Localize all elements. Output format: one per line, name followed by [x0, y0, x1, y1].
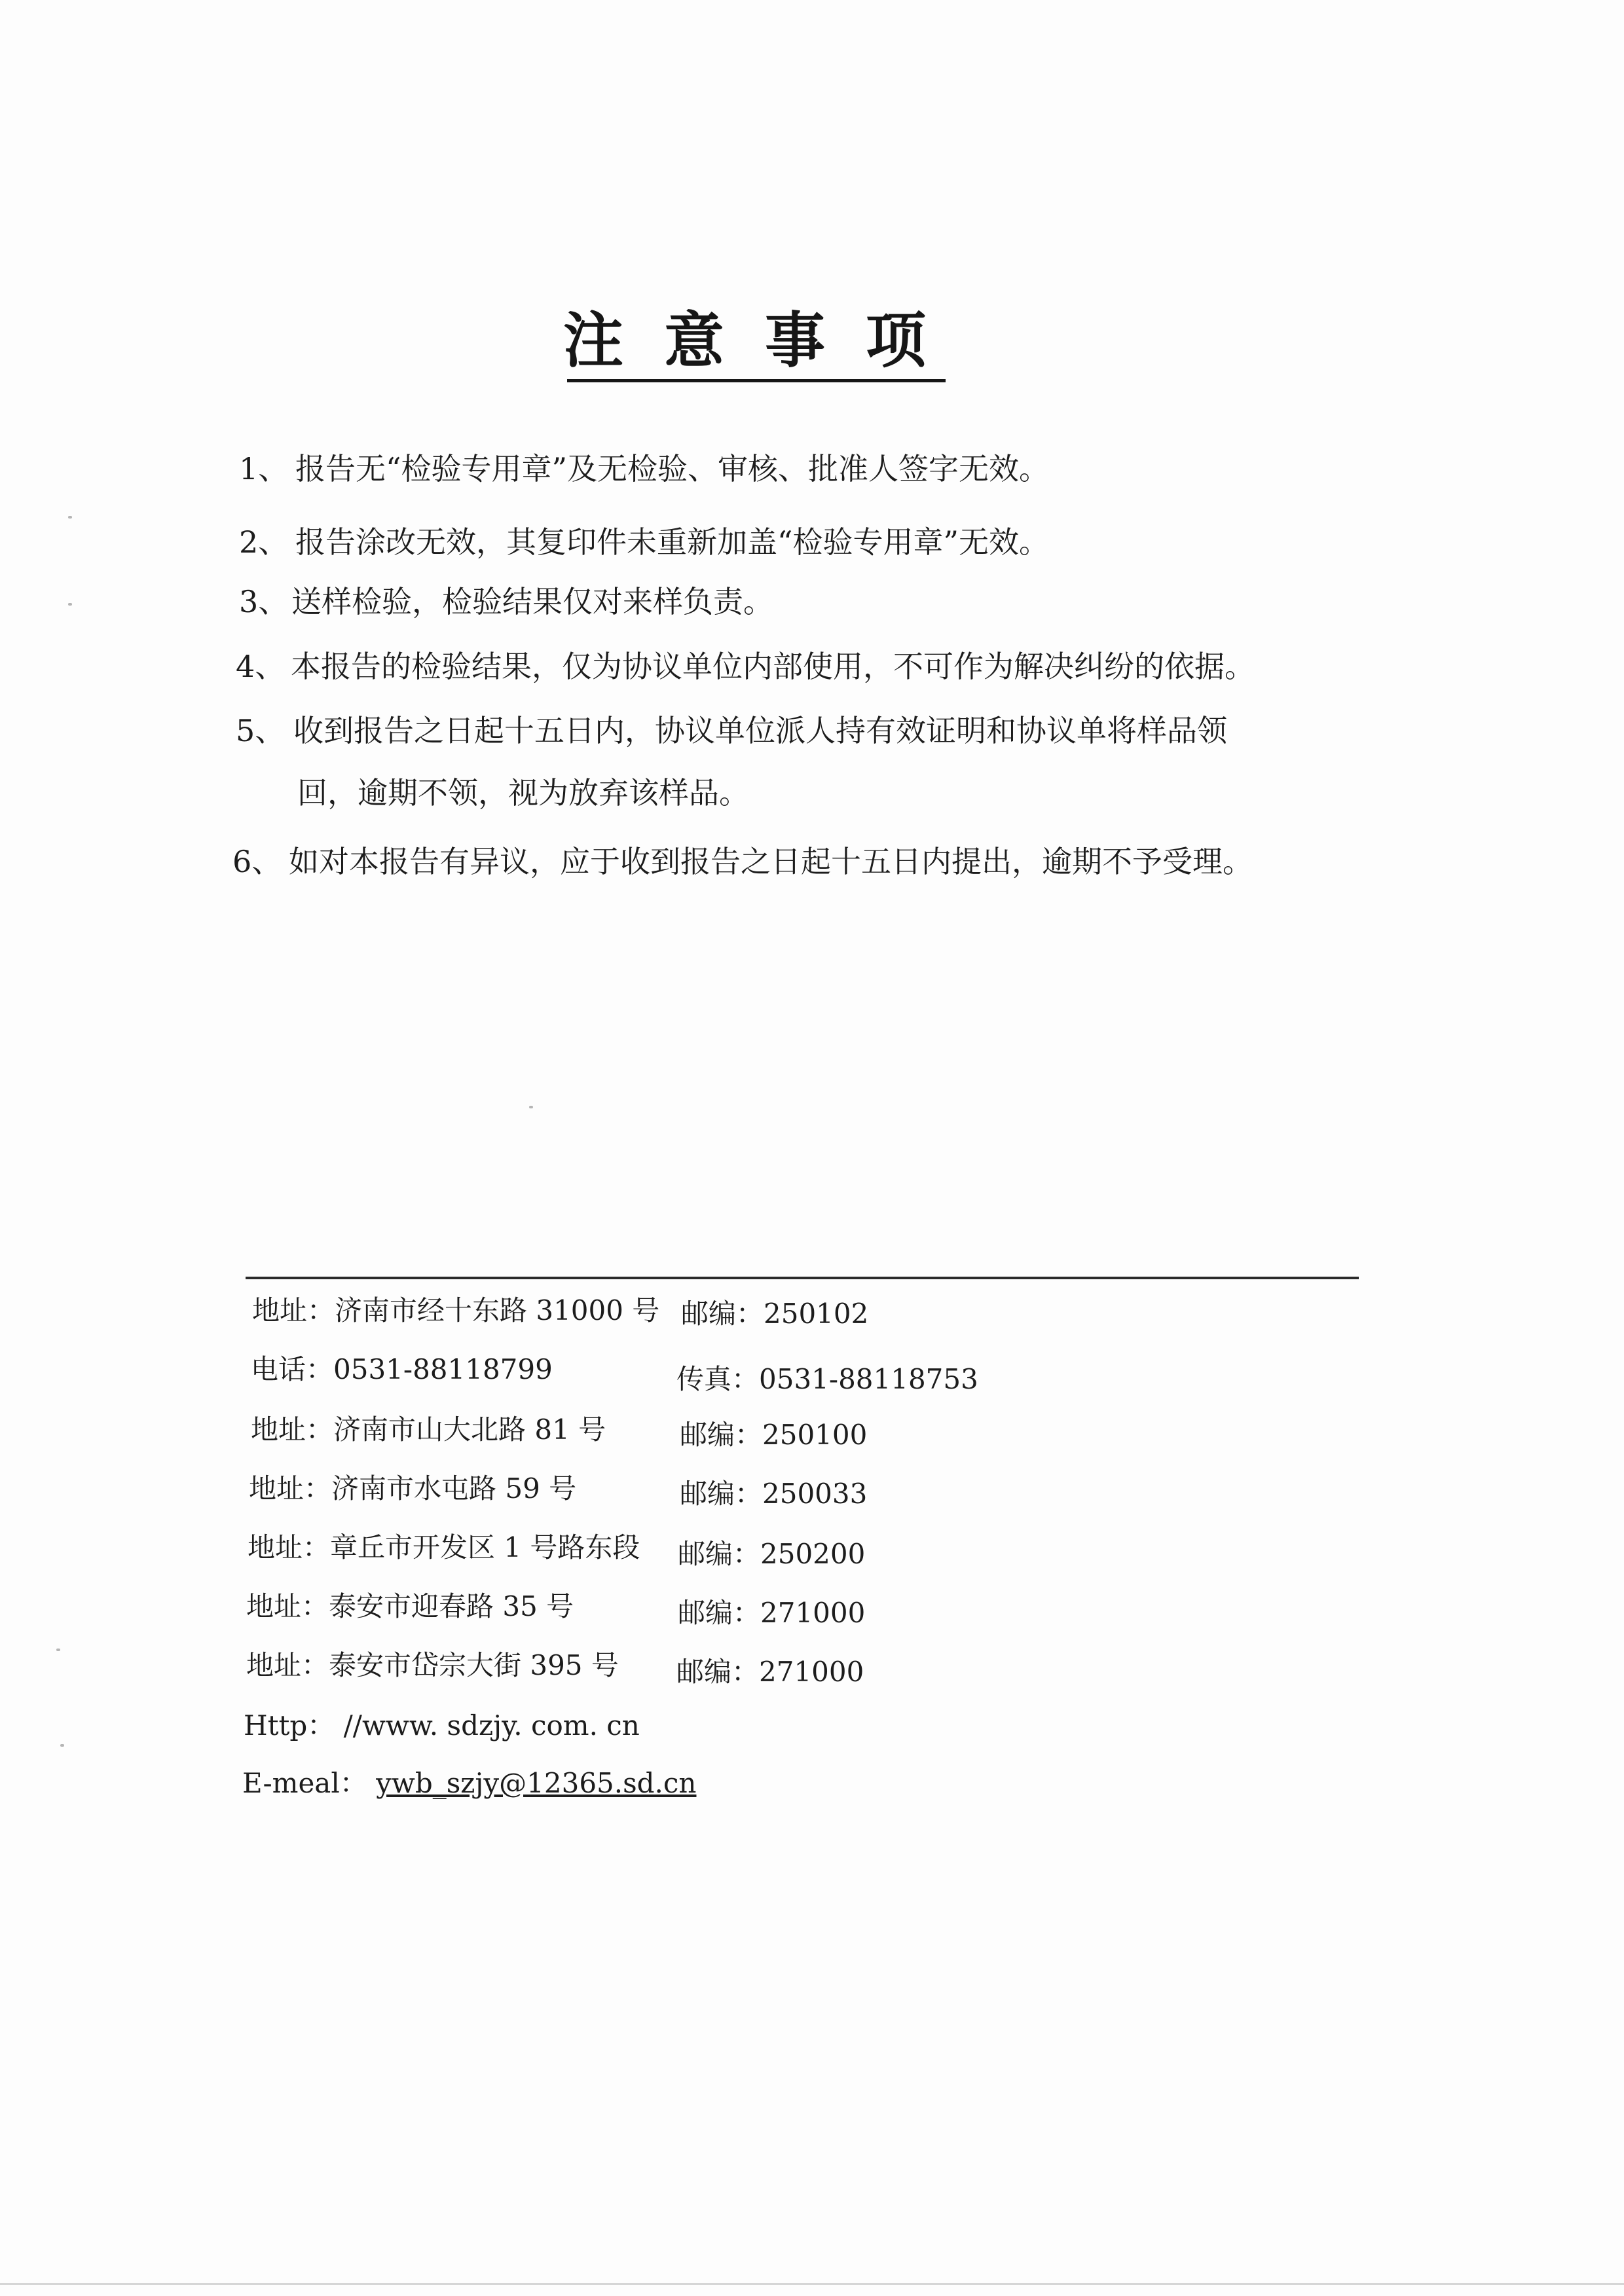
contact-address-1: 地址：济南市经十东路 31000 号 — [252, 1294, 660, 1326]
contact-postcode-6: 邮编：271000 — [676, 1656, 864, 1688]
contact-postcode-1: 邮编：250102 — [681, 1298, 869, 1330]
notice-text: 本报告的检验结果，仅为协议单位内部使用，不可作为解决纠纷的依据。 — [291, 649, 1255, 684]
notice-number: 3、 — [239, 584, 289, 619]
scan-bottom-edge — [0, 2283, 1624, 2285]
contact-divider — [246, 1277, 1359, 1279]
contact-fax: 传真：0531-88118753 — [676, 1363, 978, 1395]
notice-number: 4、 — [236, 649, 286, 684]
contact-address-2: 地址：济南市山大北路 81 号 — [251, 1413, 606, 1446]
notice-text: 报告无“检验专用章”及无检验、审核、批准人签字无效。 — [295, 451, 1050, 486]
contact-address-5: 地址：泰安市迎春路 35 号 — [246, 1590, 574, 1622]
contact-postcode-5: 邮编：271000 — [678, 1597, 866, 1629]
contact-address-4: 地址：章丘市开发区 1 号路东段 — [248, 1531, 640, 1563]
contact-postcode-2: 邮编：250100 — [680, 1419, 868, 1451]
page-title: 注意事项 — [563, 305, 967, 376]
notice-text: 送样检验，检验结果仅对来样负责。 — [291, 584, 773, 619]
notice-number: 2、 — [239, 524, 289, 560]
scan-speck — [529, 1106, 533, 1108]
contact-address-6: 地址：泰安市岱宗大街 395 号 — [246, 1649, 619, 1681]
scan-speck — [60, 1744, 64, 1747]
website-row — [244, 1710, 640, 1741]
notice-number: 6、 — [232, 844, 282, 879]
notice-text: 收到报告之日起十五日内，协议单位派人持有效证明和协议单将样品领 — [293, 713, 1227, 748]
website-link[interactable]: //www. sdzjy. com. cn — [343, 1709, 640, 1741]
scan-speck — [68, 516, 72, 519]
email-label: E-meal： — [242, 1767, 367, 1799]
contact-postcode-3: 邮编：250033 — [680, 1478, 868, 1510]
scan-speck — [68, 603, 72, 606]
email-row — [242, 1768, 696, 1799]
scan-speck — [56, 1649, 60, 1651]
notice-number: 1、 — [239, 451, 289, 486]
contact-phone: 电话：0531-88118799 — [251, 1353, 553, 1385]
email-link[interactable]: ywb_szjy@12365.sd.cn — [376, 1767, 697, 1799]
notice-text-continuation: 回，逾期不领，视为放弃该样品。 — [297, 775, 749, 811]
title-underline — [567, 379, 946, 382]
notice-text: 如对本报告有异议，应于收到报告之日起十五日内提出，逾期不予受理。 — [289, 844, 1253, 879]
contact-address-3: 地址：济南市水屯路 59 号 — [249, 1472, 577, 1504]
notice-number: 5、 — [236, 713, 286, 748]
notice-text: 报告涂改无效，其复印件未重新加盖“检验专用章”无效。 — [295, 524, 1050, 560]
website-label: Http： — [244, 1709, 335, 1741]
contact-postcode-4: 邮编：250200 — [678, 1538, 866, 1570]
